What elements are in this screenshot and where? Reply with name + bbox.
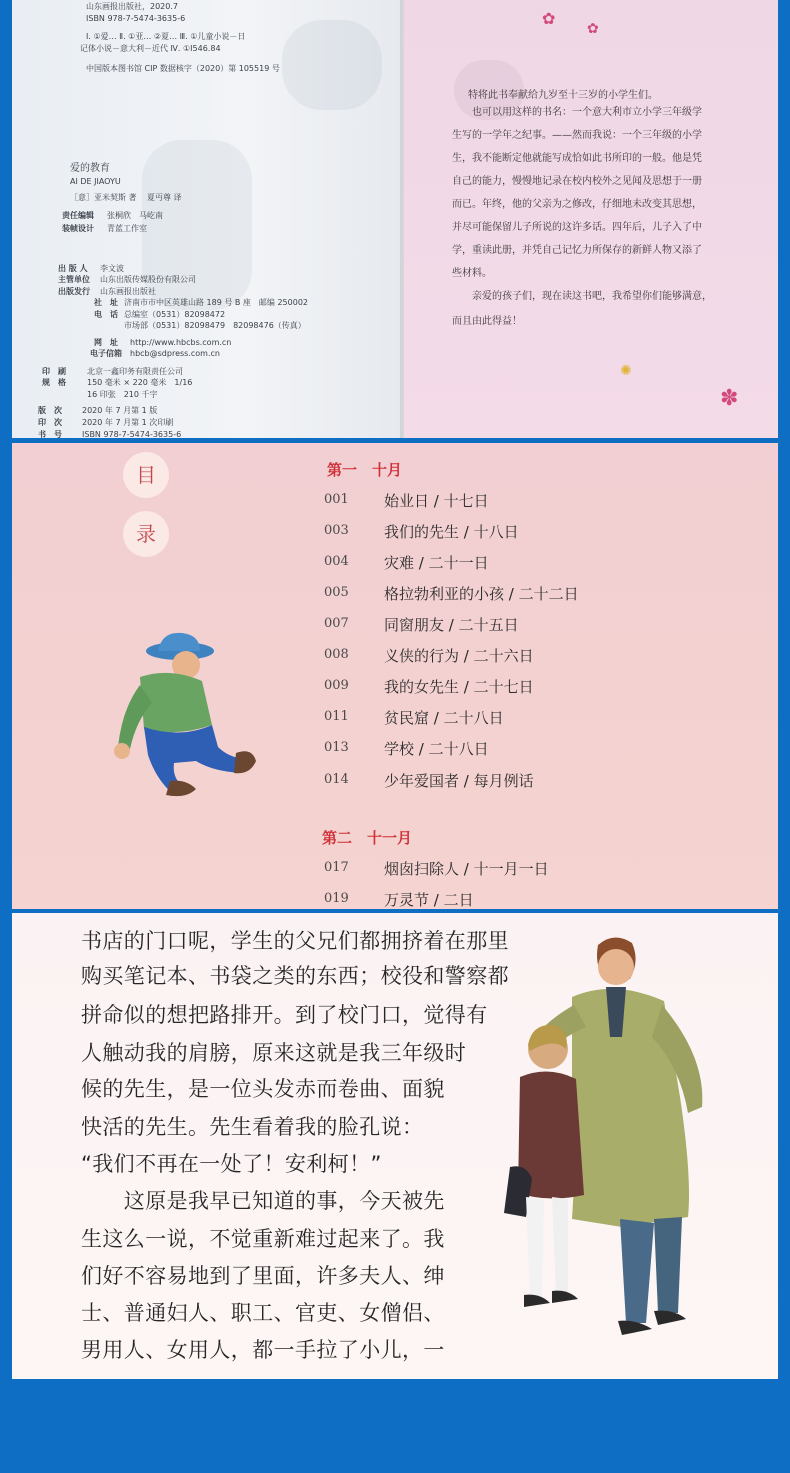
web-value[interactable]: http://www.hbcbs.com.cn — [130, 338, 232, 347]
toc-entry[interactable]: 贫民窟 / 二十八日 — [384, 709, 504, 727]
cip-line: 山东画报出版社，2020.7 — [86, 2, 178, 11]
phone-value-2: 市场部（0531）82098479 82098476（传真） — [124, 321, 306, 330]
supervisor-label: 主管单位 — [58, 275, 90, 284]
impression-value: 2020 年 7 月第 1 次印刷 — [82, 418, 174, 427]
phone-label: 电 话 — [94, 310, 118, 319]
publisher-person-label: 出 版 人 — [58, 264, 88, 273]
translator: 夏丏尊 译 — [147, 193, 182, 202]
toc-page-number: 007 — [324, 616, 349, 631]
address-value: 济南市市中区英雄山路 189 号 B 座 邮编 250002 — [124, 298, 309, 307]
dedication-line: 些材料。 — [452, 268, 492, 279]
dedication-line: 生，我不能断定他就能写成恰如此书所印的一般。他是凭 — [452, 153, 702, 164]
dedication-line: 学，重读此册，并凭自己记忆力所保存的新鲜人物又添了 — [452, 245, 702, 256]
editor-label: 责任编辑 — [62, 211, 94, 220]
phone-value-1: 总编室（0531）82098472 — [124, 310, 226, 319]
dedication-line: 也可以用这样的书名：一个意大利市立小学三年级学 — [452, 107, 702, 118]
toc-page-number: 017 — [324, 860, 349, 875]
dedication-line: 亲爱的孩子们，现在读这书吧，我希望你们能够满意， — [452, 291, 712, 302]
design-label: 装帧设计 — [62, 224, 94, 233]
story-line: 这原是我早已知道的事，今天被先 — [81, 1189, 445, 1213]
isbn-label: 书 号 — [38, 430, 62, 438]
story-line: 候的先生，是一位头发赤而卷曲、面貌 — [81, 1077, 445, 1101]
dedication-page — [404, 0, 778, 438]
toc-entry[interactable]: 我们的先生 / 十八日 — [384, 523, 519, 541]
teacher-and-student-illustration — [502, 927, 732, 1367]
impression-label: 印 次 — [38, 418, 62, 427]
dedication-line: 自己的能力，慢慢地记录在校内校外之见闻及思想于一册 — [452, 176, 702, 187]
toc-page-number: 014 — [324, 772, 349, 787]
print-label: 印 刷 — [42, 367, 66, 376]
blossom-icon: ✿ — [542, 9, 556, 28]
story-line: 们好不容易地到了里面，许多夫人、绅 — [81, 1264, 445, 1288]
toc-entry[interactable]: 灾难 / 二十一日 — [384, 554, 489, 572]
isbn-value: ISBN 978-7-5474-3635-6 — [82, 430, 182, 438]
dedication-line: 并尽可能保留儿子所说的这许多话。四年后，儿子入了中 — [452, 222, 702, 233]
story-line: 人触动我的肩膀，原来这就是我三年级时 — [81, 1041, 467, 1065]
toc-section-november: 第二 十一月 — [322, 829, 413, 847]
book-title: 爱的教育 — [70, 163, 110, 174]
edition-label: 版 次 — [38, 406, 62, 415]
cip-line: 记体小说－意大利－近代 Ⅳ. ①I546.84 — [80, 44, 221, 53]
toc-section-october: 第一 十月 — [327, 461, 403, 479]
toc-page-number: 011 — [324, 709, 349, 724]
spec-value-2: 16 印张 210 千字 — [87, 390, 158, 399]
toc-page-number: 013 — [324, 740, 349, 755]
web-label: 网 址 — [94, 338, 118, 347]
dedication-line: 而且由此得益！ — [452, 316, 522, 327]
editor-value: 张桐欣 马屹南 — [107, 211, 163, 220]
copyright-page — [12, 0, 404, 438]
address-label: 社 址 — [94, 298, 118, 307]
toc-entry[interactable]: 格拉勃利亚的小孩 / 二十二日 — [384, 585, 579, 603]
toc-page-number: 001 — [324, 492, 349, 507]
small-flower-icon: ✺ — [620, 363, 632, 379]
dedication-line: 生写的一学年之纪事。——然而我说：一个三年级的小学 — [452, 130, 702, 141]
edition-value: 2020 年 7 月第 1 版 — [82, 406, 158, 415]
table-of-contents-page — [12, 443, 778, 909]
copyright-and-dedication-spread — [12, 0, 778, 438]
book-pinyin: AI DE JIAOYU — [70, 177, 121, 186]
issuer-label: 出版发行 — [58, 287, 90, 296]
cip-line: Ⅰ. ①爱… Ⅱ. ①亚… ②夏… Ⅲ. ①儿童小说－日 — [86, 32, 246, 41]
toc-entry[interactable]: 同窗朋友 / 二十五日 — [384, 616, 519, 634]
story-line: 书店的门口呢，学生的父兄们都拥挤着在那里 — [81, 929, 509, 953]
faded-illustration-top — [282, 20, 382, 110]
toc-page-number: 008 — [324, 647, 349, 662]
toc-entry[interactable]: 始业日 / 十七日 — [384, 492, 489, 510]
publisher-person-value: 李文波 — [100, 264, 124, 273]
toc-heading-char: 目 — [123, 452, 169, 498]
boy-illustration — [100, 629, 260, 799]
story-text-page — [12, 913, 778, 1379]
dedication-line: 而已。年终，他的父亲为之修改，仔细地未改变其思想， — [452, 199, 702, 210]
author: ［意］亚米契斯 著 — [70, 193, 137, 202]
toc-page-number: 009 — [324, 678, 349, 693]
blossom-icon: ✿ — [587, 21, 599, 37]
toc-entry[interactable]: 学校 / 二十八日 — [384, 740, 489, 758]
cip-data-number: 中国版本图书馆 CIP 数据核字（2020）第 105519 号 — [86, 64, 280, 73]
toc-page-number: 005 — [324, 585, 349, 600]
story-line: 拼命似的想把路排开。到了校门口，觉得有 — [81, 1003, 488, 1027]
toc-page-number: 019 — [324, 891, 349, 906]
story-line: 男用人、女用人，都一手拉了小儿，一 — [81, 1338, 445, 1362]
pink-flower-icon: ✽ — [720, 386, 739, 411]
print-value: 北京一鑫印务有限责任公司 — [87, 367, 183, 376]
story-line: 士、普通妇人、职工、官吏、女僧侣、 — [81, 1301, 445, 1325]
story-line: “我们不再在一处了！安利柯！” — [81, 1152, 382, 1176]
dedication-line: 特将此书奉献给九岁至十三岁的小学生们。 — [468, 90, 658, 101]
toc-page-number: 003 — [324, 523, 349, 538]
toc-entry[interactable]: 我的女先生 / 二十七日 — [384, 678, 534, 696]
spec-label: 规 格 — [42, 378, 66, 387]
toc-page-number: 004 — [324, 554, 349, 569]
email-value[interactable]: hbcb@sdpress.com.cn — [130, 349, 220, 358]
design-value: 青蓝工作室 — [107, 224, 147, 233]
toc-heading-char: 录 — [123, 511, 169, 557]
toc-entry[interactable]: 烟囱扫除人 / 十一月一日 — [384, 860, 549, 878]
toc-entry[interactable]: 义侠的行为 / 二十六日 — [384, 647, 534, 665]
cip-line: ISBN 978-7-5474-3635-6 — [86, 14, 186, 23]
issuer-value: 山东画报出版社 — [100, 287, 156, 296]
email-label: 电子信箱 — [90, 349, 122, 358]
toc-entry[interactable]: 万灵节 / 二日 — [384, 891, 474, 909]
toc-entry[interactable]: 少年爱国者 / 每月例话 — [384, 772, 534, 790]
story-line: 生这么一说，不觉重新难过起来了。我 — [81, 1227, 445, 1251]
story-line: 购买笔记本、书袋之类的东西；校役和警察都 — [81, 964, 509, 988]
supervisor-value: 山东出版传媒股份有限公司 — [100, 275, 196, 284]
story-line: 快活的先生。先生看着我的脸孔说： — [81, 1115, 424, 1139]
spec-value: 150 毫米 × 220 毫米 1/16 — [87, 378, 193, 387]
